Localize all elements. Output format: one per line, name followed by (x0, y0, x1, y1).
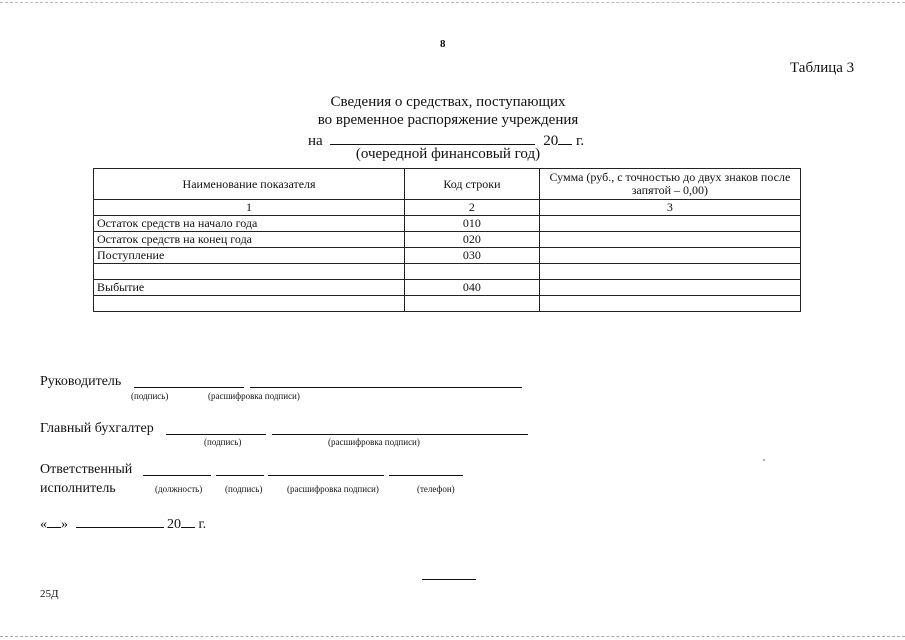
row-code: 030 (405, 248, 540, 264)
table-row (94, 280, 801, 296)
document-title-line1: Сведения о средствах, поступающих (330, 94, 566, 110)
column-number-row (94, 200, 801, 216)
header-amount: Сумма (руб., с точностью до двух знаков после запятой – 0,00) (539, 169, 800, 200)
date-year-prefix: 20 (167, 517, 181, 532)
executor-signature-hint: (подпись) (225, 484, 263, 494)
form-code: 25Д (40, 588, 59, 600)
row-name: Выбытие (94, 280, 405, 296)
date-open-quote: « (40, 517, 47, 532)
date-day-field[interactable] (47, 515, 61, 528)
header-row-code: Код строки (405, 169, 540, 200)
chief-accountant-decoding-hint: (расшифровка подписи) (328, 437, 420, 447)
chief-accountant-signature-hint: (подпись) (204, 437, 242, 447)
executor-signature-field[interactable] (216, 475, 264, 476)
row-amount[interactable] (539, 232, 800, 248)
date-month-field[interactable] (76, 515, 164, 528)
executor-label-line2: исполнитель (40, 481, 116, 496)
head-signature-hint: (подпись) (131, 391, 169, 401)
row-amount[interactable] (539, 264, 800, 280)
scan-edge-bottom (0, 636, 905, 637)
document-title-line2: во временное распоряжение учреждения (317, 112, 579, 128)
date-close-quote: » (61, 517, 68, 532)
executor-decoding-hint: (расшифровка подписи) (287, 484, 379, 494)
period-on-prefix: на (308, 133, 323, 149)
head-signature-field[interactable] (134, 387, 244, 388)
table-caption: Таблица 3 (790, 60, 855, 76)
head-label: Руководитель (40, 374, 122, 389)
row-amount[interactable] (539, 216, 800, 232)
date-line (40, 515, 206, 533)
page-number: 8 (440, 38, 446, 50)
date-year-field[interactable] (181, 515, 195, 528)
chief-accountant-label: Главный бухгалтер (40, 421, 154, 436)
table-row (94, 264, 801, 280)
row-name: Остаток средств на начало года (94, 216, 405, 232)
executor-position-field[interactable] (143, 475, 211, 476)
table-row (94, 296, 801, 312)
row-code (405, 296, 540, 312)
date-year-suffix: г. (198, 517, 207, 532)
head-decoding-field[interactable] (250, 387, 522, 388)
table-header-row (94, 169, 801, 200)
row-name: Остаток средств на конец года (94, 232, 405, 248)
scan-edge-top (0, 2, 905, 3)
separator-stub (422, 579, 476, 580)
column-number-1: 1 (94, 200, 405, 216)
table-row (94, 232, 801, 248)
period-year-suffix: г. (575, 133, 585, 149)
row-name: Поступление (94, 248, 405, 264)
period-blank-field[interactable] (330, 130, 535, 145)
row-amount[interactable] (539, 296, 800, 312)
executor-label-line1: Ответственный (40, 462, 133, 477)
report-table (93, 168, 801, 312)
table-row (94, 248, 801, 264)
table-row (94, 216, 801, 232)
row-amount[interactable] (539, 280, 800, 296)
period-year-prefix: 20 (543, 133, 559, 149)
period-year-blank[interactable] (558, 130, 572, 145)
row-code (405, 264, 540, 280)
chief-accountant-signature-field[interactable] (166, 434, 266, 435)
executor-phone-field[interactable] (389, 475, 463, 476)
period-note: (очередной финансовый год) (355, 146, 541, 162)
row-name[interactable] (94, 296, 405, 312)
row-code: 020 (405, 232, 540, 248)
row-name[interactable] (94, 264, 405, 280)
head-decoding-hint: (расшифровка подписи) (208, 391, 300, 401)
executor-decoding-field[interactable] (268, 475, 384, 476)
executor-phone-hint: (телефон) (417, 484, 455, 494)
chief-accountant-decoding-field[interactable] (272, 434, 528, 435)
executor-position-hint: (должность) (155, 484, 203, 494)
row-code: 010 (405, 216, 540, 232)
header-indicator-name: Наименование показателя (94, 169, 405, 200)
row-amount[interactable] (539, 248, 800, 264)
column-number-3: 3 (539, 200, 800, 216)
scan-speck (763, 459, 765, 461)
row-code: 040 (405, 280, 540, 296)
column-number-2: 2 (405, 200, 540, 216)
